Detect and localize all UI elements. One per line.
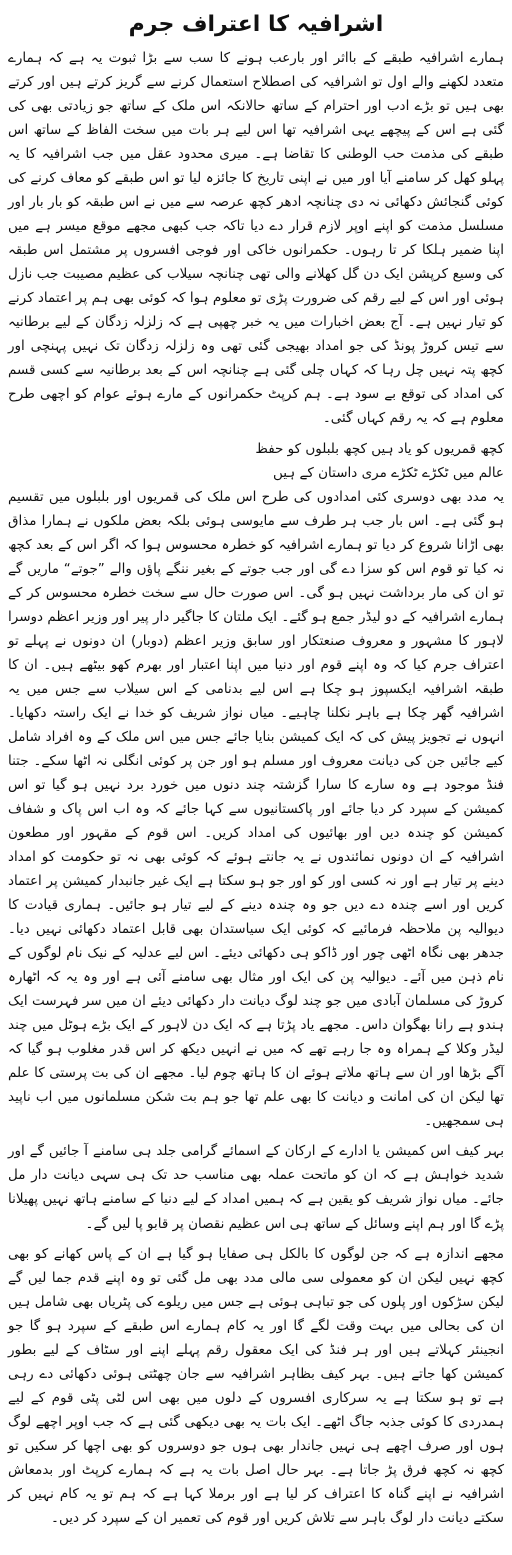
article-body — [8, 46, 504, 1530]
article-paragraph-3: بہر کیف اس کمیشن یا ادارے کے ارکان کے اسمائے گرامی جلد ہی سامنے آ جائیں گے اور شدید خواہش ہے کہ ان کو ماتحت عملہ بھی مناسب حد تک ہی سہی دیانت دار مل جائے۔ میاں نواز شریف کو یقین ہے کہ ہمیں امداد کے لیے دنیا کے سامنے ہاتھ نہیں پھیلانا پڑے گا اور ہم اپنے وسائل کے ساتھ ہی اس عظیم نقصان پر قابو پا لیں گے۔ — [8, 1143, 504, 1232]
article-headline: اشرافیہ کا اعتراف جرم — [128, 12, 384, 37]
article-paragraph-4: مجھے اندازہ ہے کہ جن لوگوں کا بالکل ہی صفایا ہو گیا ہے ان کے پاس کھانے کو بھی کچھ نہیں لیکن ان کو معمولی سی مالی مدد بھی مل گئی تو وہ اپنے قدم جما لیں گے لیکن سڑکوں اور پلوں کی جو تباہی ہوئی ہے جس میں ریلوے کی پٹریاں بھی شامل ہیں ان کی بحالی میں بہت وقت لگے گا اور یہ کام ہمارے اس طبقے کے سپرد ہو گا جو انجینئر کہلاتے ہیں اور ہر فنڈ کی ایک معقول رقم پہلے اپنے اور سٹاف کے لیے بطور کمیشن کھا جاتے ہیں۔ بہر کیف بظاہر اشرافیہ سے جان چھٹتی ہوئی دکھائی دے رہی ہے تو ہو سکتا ہے یہ سرکاری افسروں کے دلوں میں بھی اس لٹی پٹی قوم کے لیے ہمدردی کا کوئی جذبہ جاگ اٹھے۔ ایک بات یہ بھی دیکھی گئی ہے کہ جب اوپر اچھے لوگ ہوں اور صرف اچھے ہی نہیں جاندار بھی ہوں جو دوسروں کو بھی اچھا کر سکیں تو کچھ نہ کچھ فرق پڑ جاتا ہے۔ بہر حال اصل بات یہ ہے کہ ہمارے کرپٹ اور بدمعاش اشرافیہ نے اپنے گناہ کا اعتراف کر لیا ہے اور برملا کہا ہے کہ ہم تو یہ کام نہیں کر سکتے دیانت دار لوگ باہر سے تلاش کریں اور قوم کی تعمیر ان کے سپرد کر دیں۔ — [8, 1245, 504, 1526]
article-paragraph-1: ہمارے اشرافیہ طبقے کے بااثر اور بارعب ہونے کا سب سے بڑا ثبوت یہ ہے کہ ہمارے متعدد لکھنے والے اول تو اشرافیہ کی اصطلاح استعمال کرنے سے گریز کرتے ہیں اور کرتے بھی ہیں تو بڑے ادب اور احترام کے ساتھ حالانکہ اس ملک کے ساتھ جو زیادتی بھی کی گئی ہے اس کے پیچھے یہی اشرافیہ تھا اس لیے ہر بات میں سخت الفاظ کے ساتھ اس طبقے کی مذمت حب الوطنی کا تقاضا ہے۔ میری محدود عقل میں جب اشرافیہ کا یہ پہلو کھل کر سامنے آیا اور میں نے اپنی تاریخ کا جائزہ لیا تو اس طبقے کو معاف کرنے کی کوئی گنجائش دکھائی نہ دی چنانچہ ادھر کچھ عرصہ سے میں نے اس طبقہ کو بار بار اور مسلسل مذمت کو اپنے اوپر لازم قرار دے دیا تاکہ جب کبھی مجھے موقع میسر ہے میں اپنا ضمیر ہلکا کر تا رہوں۔ حکمرانوں خاکی اور فوجی افسروں پر مشتمل اس طبقہ کی وسیع کرپشن ایک دن گل کھلانے والی تھی چنانچہ سیلاب کی عظیم مصیبت جب نازل ہوئی اور اس کے لیے رقم کی ضرورت پڑی تو معلوم ہوا کہ کوئی بھی ہم پر اعتماد کرنے کو تیار نہیں ہے۔ آج بعض اخبارات میں یہ خبر چھپی ہے کہ زلزلہ زدگان کے لیے برطانیہ سے تیس کروڑ پونڈ کی جو امداد بھیجی گئی تھی وہ زلزلہ زدگان تک نہیں پہنچی اور کچھ پتہ نہیں چل رہا کہ کہاں چلی گئی ہے چنانچہ اس کے بعد برطانیہ سے کسی قسم کی امداد کی توقع بے سود ہے۔ ہم کرپٹ حکمرانوں کے مارے ہوئے عوام کو اچھی طرح معلوم ہے کہ یہ رقم کہاں گئی۔ — [8, 50, 504, 427]
verse-line-1: کچھ قمریوں کو یاد ہیں کچھ بلبلوں کو حفظ — [255, 440, 504, 457]
poetry-couplet — [8, 437, 504, 485]
article-paragraph-2: یہ مدد بھی دوسری کئی امدادوں کی طرح اس ملک کی قمریوں اور بلبلوں میں تقسیم ہو گئی ہے۔ اس بار جب ہر طرف سے مایوسی ہوئی بلکہ بعض ملکوں نے ہمارا مذاق بھی اڑانا شروع کر دیا تو ہمارے اشرافیہ کو خطرہ محسوس ہوا کہ اگر اس کے بعد کچھ نہ کیا تو قوم اس کو سزا دے گی اور جب جوتے کے بغیر ننگے پاؤں والے ”جوتے“ ماریں گے تو ان کی مار برداشت نہیں ہو گی۔ اس صورت حال سے سخت خطرہ محسوس کر کے ہمارے اشرافیہ کے دو لیڈر جمع ہو گئے۔ ایک ملتان کا جاگیر دار پیر اور وزیر اعظم دوسرا لاہور کا مشہور و معروف صنعتکار اور سابق وزیر اعظم (دوبار) ان دونوں نے پہلے تو اعتراف جرم کیا کہ وہ اپنے قوم اور دنیا میں اپنا اعتبار اور بھرم کھو بیٹھے ہیں۔ ان کا طبقہ اشرافیہ ایکسپوز ہو چکا ہے اس لیے بدنامی کے اس سیلاب سے جس میں یہ اشرافیہ گھر چکا ہے باہر نکلنا چاہیے۔ میاں نواز شریف کو خدا نے ایک راستہ دکھایا۔ انہوں نے تجویز پیش کی کہ ایک کمیشن بنایا جائے جس میں اس ملک کے وہ افراد شامل کیے جائیں جن کی دیانت معروف اور مسلم ہو اور جن پر کوئی انگلی نہ اٹھا سکے۔ جتنا فنڈ موجود ہے وہ سارے کا سارا گزشتہ چند دنوں میں خورد برد نہیں ہو گیا تو اس کمیشن کے سپرد کر دیا جائے اور پاکستانیوں سے کہا جائے کہ وہ اب اس پاک و شفاف کمیشن کو چندہ دیں اور بھائیوں کی امداد کریں۔ اس قوم کے مقہور اور مطعون اشرافیہ کے ان دونوں نمائندوں نے یہ جانتے ہوئے کہ کوئی بھی نہ تو حکومت کو امداد دینے پر تیار ہے اور نہ کسی اور کو اور جو ہو سکتا ہے ایک غیر جانبدار کمیشن پر اعتماد کریں اور اسے چندہ دے دیں جو وہ چندہ دینے کے لیے تیار ہو جائیں۔ ہماری قیادت کا دیوالیہ پن ملاحظہ فرمائیے کہ کوئی ایک سیاستدان بھی قابل اعتماد دکھائی نہیں دیا۔ جدھر بھی نگاہ اٹھی چور اور ڈاکو ہی دکھائی دیئے۔ اس لیے عدلیہ کے نیک نام لوگوں کے نام ذہن میں آئے۔ دیوالیہ پن کی ایک اور مثال بھی سامنے آئی ہے اور وہ یہ کہ اٹھارہ کروڑ کی مسلمان آبادی میں جو چند لوگ دیانت دار دکھائی دیئے ان میں سر فہرست ایک ہندو ہے رانا بھگوان داس۔ مجھے یاد پڑتا ہے کہ ایک دن لاہور کے ایک بڑے ہوٹل میں چند لیڈر وکلا کے ہمراہ وہ جا رہے تھے کہ میں نے انہیں دیکھ کر اس قدر مغلوب ہو گیا کہ آگے بڑھا اور ان سے ہاتھ ملاتے ہوئے ان کا ہاتھ چوم لیا۔ مجھے ان کی بت پرستی کا علم تھا لیکن ان کی امانت و دیانت کا بھی علم تھا جو ہم بت شکن مسلمانوں میں اب ناپید ہی سمجھیں۔ — [8, 488, 504, 1130]
verse-line-2: عالم میں ٹکڑے ٹکڑے مری داستان کے ہیں — [272, 464, 504, 481]
